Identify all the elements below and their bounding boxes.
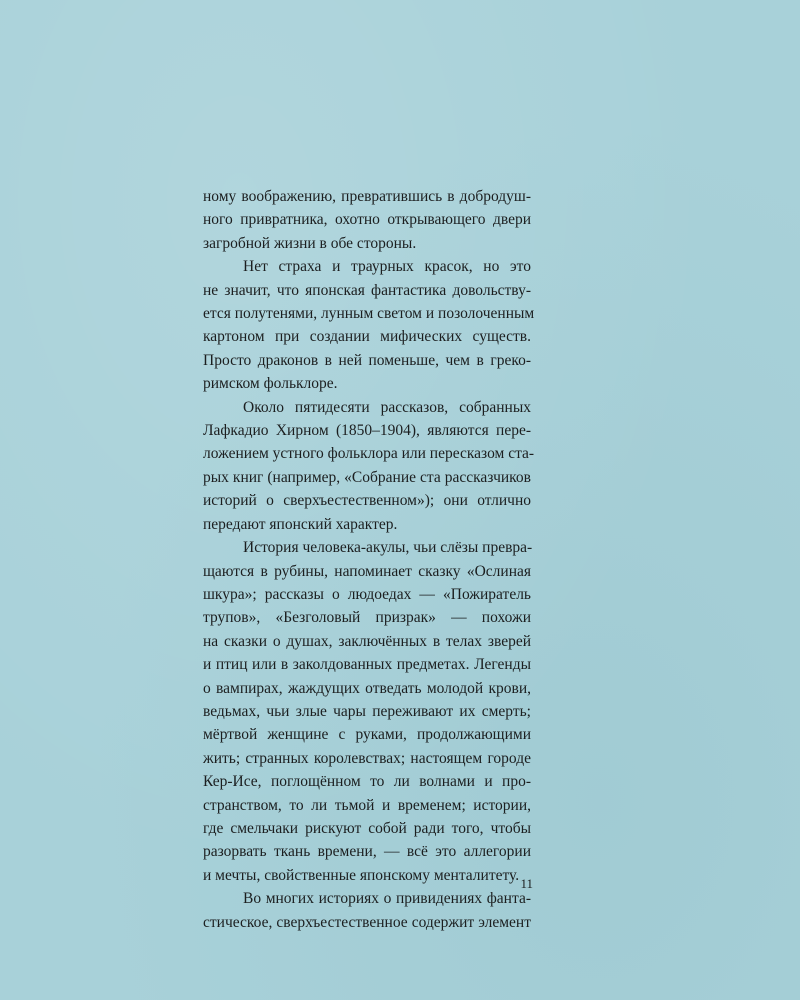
text-line: Нет страха и траурных красок, но это [243, 258, 531, 276]
text-line: Кер-Исе, поглощённом то ли волнами и про- [203, 773, 531, 791]
text-line: жить; странных королевствах; настоящем городе [203, 749, 531, 767]
text-line: Лафкадио Хирном (1850–1904), являются пере- [203, 422, 531, 440]
text-line: ложением устного фольклора или пересказом ста- [203, 445, 535, 463]
text-line: где смельчаки рискуют собой ради того, чтобы [203, 819, 531, 837]
text-line: ется полутенями, лунным светом и позолоченным [203, 305, 535, 323]
text-line: шкура»; рассказы о людоедах — «Пожиратель [203, 585, 531, 603]
text-line: картоном при создании мифических существ. [203, 328, 531, 346]
text-line: щаются в рубины, напоминает сказку «Ослиная [203, 562, 531, 580]
text-line: История человека-акулы, чьи слёзы превра- [243, 539, 533, 557]
text-line: Во многих историях о привидениях фанта- [243, 890, 531, 908]
text-line: Около пятидесяти рассказов, собранных [243, 398, 531, 416]
text-line: ному воображению, превратившись в добродуш- [203, 188, 531, 205]
text-line: ведьмах, чьи злые чары переживают их смерть; [203, 702, 531, 720]
text-line: римском фольклоре. [203, 375, 338, 393]
text-line: не значит, что японская фантастика довольству- [203, 281, 531, 299]
text-line: и птиц или в заколдованных предметах. Легенды [203, 656, 531, 674]
text-line: загробной жизни в обе стороны. [203, 234, 417, 252]
text-line: трупов», «Безголовый призрак» — похожи [203, 609, 531, 627]
body-text [203, 185, 535, 934]
text-line: историй о сверхъестественном»); они отлично [203, 492, 531, 510]
page-number: 11 [520, 876, 533, 891]
text-line: странством, то ли тьмой и временем; истории, [203, 796, 531, 814]
text-line: разорвать ткань времени, — всё это аллегории [203, 843, 531, 861]
text-line: ного привратника, охотно открывающего двери [203, 211, 531, 229]
text-line: на сказки о душах, заключённых в телах зверей [203, 632, 531, 650]
text-line: и мечты, свойственные японскому менталитету. [203, 866, 520, 884]
text-line: о вампирах, жаждущих отведать молодой крови, [203, 679, 531, 697]
text-line: передают японский характер. [203, 515, 398, 533]
text-line: мёртвой женщине с руками, продолжающими [203, 726, 531, 744]
text-line: стическое, сверхъестественное содержит элемент [203, 913, 531, 931]
text-line: рых книг (например, «Собрание ста рассказчиков [203, 468, 531, 486]
text-line: Просто драконов в ней поменьше, чем в греко- [203, 351, 531, 369]
